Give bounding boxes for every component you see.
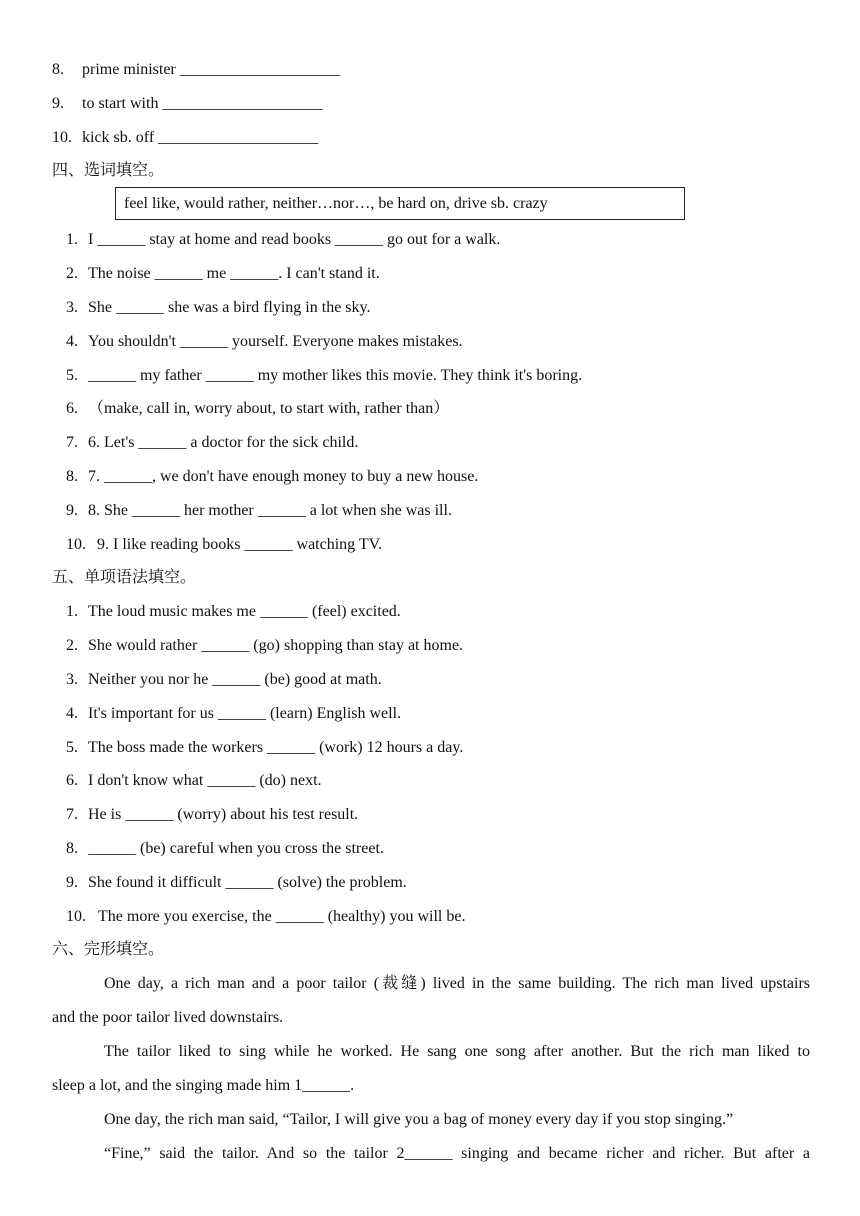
list-item xyxy=(66,433,358,453)
item-number: 10. xyxy=(66,908,86,925)
item-text: prime minister ____________________ xyxy=(82,61,340,78)
paragraph-line: One day, the rich man said, “Tailor, I will give you a bag of money every day if you stop singing.” xyxy=(104,1111,734,1128)
passage-paragraph xyxy=(52,1103,810,1137)
item-text: （make, call in, worry about, to start with, rather than） xyxy=(88,400,450,417)
item-text: She found it difficult ______ (solve) the problem. xyxy=(88,874,407,891)
item-number: 9. xyxy=(52,95,64,112)
paragraph-line: “Fine,” said the tailor. And so the tailor 2______ singing and became richer and richer. But after a xyxy=(104,1145,810,1162)
item-text: She would rather ______ (go) shopping than stay at home. xyxy=(88,637,464,654)
list-item xyxy=(66,907,465,927)
list-item xyxy=(66,298,370,318)
list-item xyxy=(66,771,322,791)
item-number: 3. xyxy=(66,299,78,316)
item-text: 6. Let's ______ a doctor for the sick child. xyxy=(88,434,359,451)
passage-paragraph xyxy=(52,1137,810,1171)
item-text: She ______ she was a bird flying in the sky. xyxy=(88,299,371,316)
passage-paragraph xyxy=(52,1035,810,1103)
item-number: 6. xyxy=(66,400,78,417)
item-text: You shouldn't ______ yourself. Everyone makes mistakes. xyxy=(88,333,463,350)
item-text: He is ______ (worry) about his test result. xyxy=(88,806,359,823)
list-item xyxy=(66,805,358,825)
section-heading: 四、选词填空。 xyxy=(52,162,165,179)
list-item xyxy=(66,332,463,352)
item-text: Neither you nor he ______ (be) good at math. xyxy=(88,671,382,688)
item-text: to start with ____________________ xyxy=(82,95,323,112)
list-item xyxy=(66,230,500,250)
list-item xyxy=(52,128,318,148)
item-text: The boss made the workers ______ (work) 12 hours a day. xyxy=(88,739,464,756)
list-item xyxy=(66,399,449,419)
list-item xyxy=(66,738,463,758)
item-number: 8. xyxy=(66,840,78,857)
item-number: 4. xyxy=(66,705,78,722)
item-number: 2. xyxy=(66,637,78,654)
item-text: The more you exercise, the ______ (healthy) you will be. xyxy=(98,908,466,925)
item-number: 7. xyxy=(66,806,78,823)
item-number: 10. xyxy=(66,536,86,553)
item-number: 10. xyxy=(52,129,72,146)
paragraph-line: sleep a lot, and the singing made him 1______. xyxy=(52,1077,355,1094)
section-heading: 六、完形填空。 xyxy=(52,941,165,958)
list-item xyxy=(52,60,340,80)
item-text: ______ my father ______ my mother likes this movie. They think it's boring. xyxy=(88,367,583,384)
paragraph-line: The tailor liked to sing while he worked. He sang one song after another. But the rich man liked to xyxy=(104,1043,810,1060)
item-number: 2. xyxy=(66,265,78,282)
item-text: I ______ stay at home and read books ______ go out for a walk. xyxy=(88,231,501,248)
list-item xyxy=(66,839,384,859)
item-text: kick sb. off ____________________ xyxy=(82,129,319,146)
item-text: ______ (be) careful when you cross the street. xyxy=(88,840,384,857)
item-number: 1. xyxy=(66,231,78,248)
item-number: 5. xyxy=(66,739,78,756)
item-number: 9. xyxy=(66,502,78,519)
word-bank-box: feel like, would rather, neither…nor…, be hard on, drive sb. crazy xyxy=(115,187,685,220)
list-item xyxy=(66,264,380,284)
list-item xyxy=(66,501,452,521)
list-item xyxy=(52,94,322,114)
list-item xyxy=(66,636,463,656)
section-heading: 五、单项语法填空。 xyxy=(52,569,197,586)
item-number: 3. xyxy=(66,671,78,688)
item-text: 8. She ______ her mother ______ a lot when she was ill. xyxy=(88,502,452,519)
item-number: 1. xyxy=(66,603,78,620)
list-item xyxy=(66,535,382,555)
passage-paragraph xyxy=(52,967,810,1035)
item-number: 8. xyxy=(52,61,64,78)
item-number: 5. xyxy=(66,367,78,384)
list-item xyxy=(66,602,401,622)
item-text: 9. I like reading books ______ watching TV. xyxy=(97,536,383,553)
item-number: 8. xyxy=(66,468,78,485)
item-number: 7. xyxy=(66,434,78,451)
list-item xyxy=(66,704,401,724)
item-number: 4. xyxy=(66,333,78,350)
paragraph-line: One day, a rich man and a poor tailor (裁缝) lived in the same building. The rich man lived upstairs xyxy=(104,975,810,992)
list-item xyxy=(66,670,382,690)
list-item xyxy=(66,873,407,893)
item-text: The noise ______ me ______. I can't stand it. xyxy=(88,265,380,282)
paragraph-line: and the poor tailor lived downstairs. xyxy=(52,1009,284,1026)
item-text: It's important for us ______ (learn) English well. xyxy=(88,705,402,722)
item-text: The loud music makes me ______ (feel) excited. xyxy=(88,603,401,620)
item-text: 7. ______, we don't have enough money to buy a new house. xyxy=(88,468,479,485)
list-item xyxy=(66,467,478,487)
item-number: 9. xyxy=(66,874,78,891)
list-item xyxy=(66,366,582,386)
item-text: I don't know what ______ (do) next. xyxy=(88,772,322,789)
item-number: 6. xyxy=(66,772,78,789)
